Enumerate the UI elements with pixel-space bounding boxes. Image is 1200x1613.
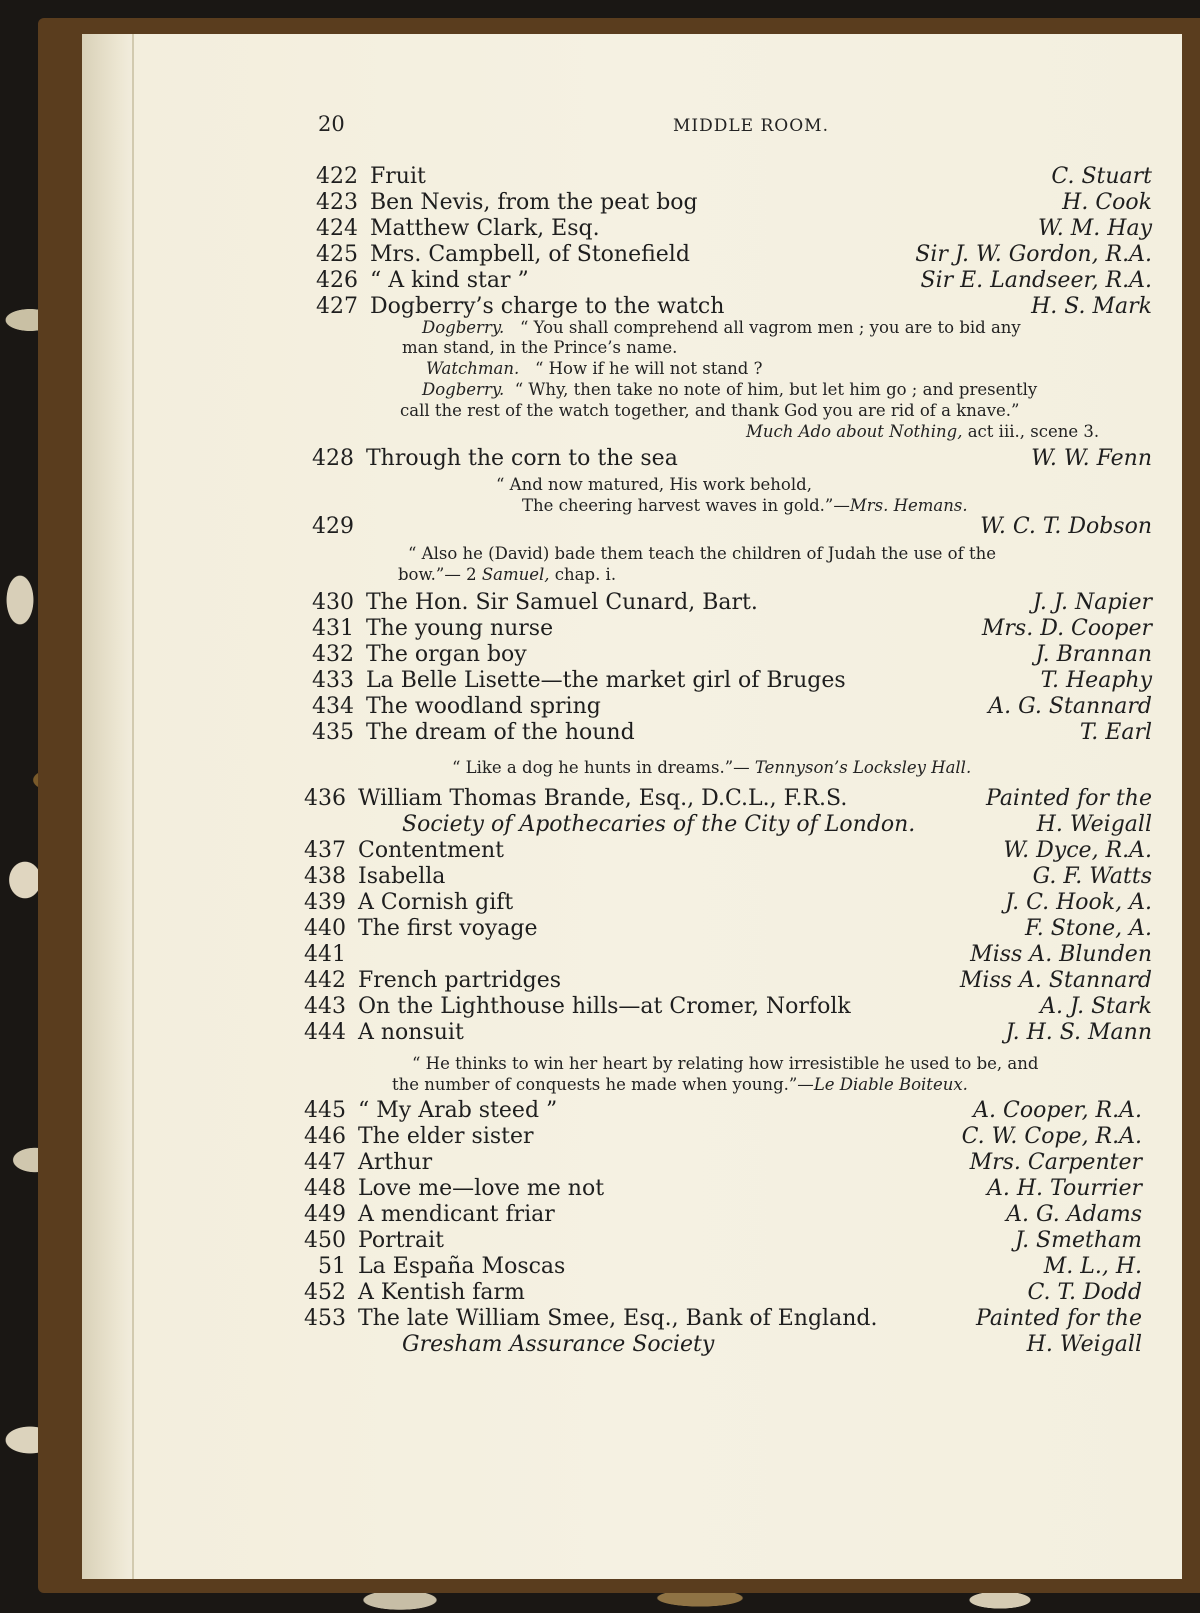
catalogue-entry bbox=[0, 890, 1200, 917]
entry-number: 425 bbox=[316, 242, 358, 267]
entry-title: Portrait bbox=[358, 1228, 445, 1253]
entry-number: 428 bbox=[312, 446, 354, 471]
entry-title: The first voyage bbox=[358, 916, 538, 941]
entry-title: La Belle Lisette—the market girl of Bruges bbox=[366, 668, 846, 693]
entry-artist: A. H. Tourrier bbox=[986, 1176, 1142, 1201]
entry-artist: Sir E. Landseer, R.A. bbox=[920, 268, 1152, 293]
entry-title: A Cornish gift bbox=[358, 890, 514, 915]
entry-number: 448 bbox=[304, 1176, 346, 1201]
quote-427-line3: Watchman. “ How if he will not stand ? bbox=[426, 359, 763, 378]
entry-number: 442 bbox=[304, 968, 346, 993]
catalogue-entry bbox=[0, 216, 1200, 243]
entry-number: 432 bbox=[312, 642, 354, 667]
entry-number: 430 bbox=[312, 590, 354, 615]
entry-title: The Hon. Sir Samuel Cunard, Bart. bbox=[366, 590, 758, 615]
entry-title: Gresham Assurance Society bbox=[402, 1332, 715, 1357]
entry-title: French partridges bbox=[358, 968, 562, 993]
quote-429-line1: “ Also he (David) bade them teach the children of Judah the use of the bbox=[408, 544, 996, 563]
quote-428-line2: The cheering harvest waves in gold.”—Mrs. Hemans. bbox=[522, 496, 968, 515]
quote-427-line2: man stand, in the Prince’s name. bbox=[402, 338, 678, 357]
catalogue-entry bbox=[0, 1150, 1200, 1177]
entry-title: “ A kind star ” bbox=[370, 268, 529, 293]
entry-number: 453 bbox=[304, 1306, 346, 1331]
entry-artist: Painted for the bbox=[976, 1306, 1142, 1331]
entry-artist: A. Cooper, R.A. bbox=[973, 1098, 1142, 1123]
entry-title: The organ boy bbox=[366, 642, 527, 667]
entry-number: 438 bbox=[304, 864, 346, 889]
entry-title: “ My Arab steed ” bbox=[358, 1098, 558, 1123]
entry-artist: A. G. Adams bbox=[1006, 1202, 1142, 1227]
catalogue-entry bbox=[0, 812, 1200, 839]
entry-artist: J. Smetham bbox=[1014, 1228, 1142, 1253]
quote-435: “ Like a dog he hunts in dreams.”— Tennyson’s Locksley Hall. bbox=[452, 758, 972, 777]
catalogue-entry bbox=[0, 190, 1200, 217]
catalogue-entry bbox=[0, 1202, 1200, 1229]
entry-number: 422 bbox=[316, 164, 358, 189]
entry-title: On the Lighthouse hills—at Cromer, Norfolk bbox=[358, 994, 851, 1019]
entry-artist: H. S. Mark bbox=[1031, 294, 1152, 319]
quote-428-line1: “ And now matured, His work behold, bbox=[496, 475, 812, 494]
entry-number: 431 bbox=[312, 616, 354, 641]
entry-artist: C. T. Dodd bbox=[1027, 1280, 1142, 1305]
page-number: 20 bbox=[318, 112, 345, 136]
entry-artist: H. Weigall bbox=[1036, 812, 1152, 837]
catalogue-entry bbox=[0, 164, 1200, 191]
catalogue-entry bbox=[0, 994, 1200, 1021]
entry-artist: Mrs. Carpenter bbox=[969, 1150, 1142, 1175]
quote-427-line4: Dogberry. “ Why, then take no note of him, but let him go ; and presently bbox=[422, 380, 1038, 399]
entry-artist: Miss A. Stannard bbox=[959, 968, 1152, 993]
entry-title: Dogberry’s charge to the watch bbox=[370, 294, 725, 319]
entry-artist: G. F. Watts bbox=[1032, 864, 1152, 889]
entry-title: A mendicant friar bbox=[358, 1202, 555, 1227]
quote-444-line1: “ He thinks to win her heart by relating how irresistible he used to be, and bbox=[412, 1054, 1039, 1073]
entry-title: Matthew Clark, Esq. bbox=[370, 216, 600, 241]
entry-artist: C. Stuart bbox=[1051, 164, 1152, 189]
catalogue-entry bbox=[0, 786, 1200, 813]
catalogue-entry bbox=[0, 864, 1200, 891]
entry-title: Society of Apothecaries of the City of London. bbox=[402, 812, 916, 837]
entry-number: 444 bbox=[304, 1020, 346, 1045]
entry-number: 446 bbox=[304, 1124, 346, 1149]
catalogue-entry bbox=[0, 838, 1200, 865]
page-header bbox=[0, 112, 1200, 142]
catalogue-entry bbox=[0, 590, 1200, 617]
quote-427-line1: Dogberry. “ You shall comprehend all vagrom men ; you are to bid any bbox=[422, 318, 1021, 337]
entry-artist: W. M. Hay bbox=[1038, 216, 1152, 241]
entry-artist: J. H. S. Mann bbox=[1005, 1020, 1152, 1045]
entry-title: Arthur bbox=[358, 1150, 433, 1175]
entry-number: 427 bbox=[316, 294, 358, 319]
entry-number: 437 bbox=[304, 838, 346, 863]
catalogue-entry bbox=[0, 1280, 1200, 1307]
entry-artist: A. J. Stark bbox=[1040, 994, 1152, 1019]
entry-artist: F. Stone, A. bbox=[1024, 916, 1152, 941]
entry-number: 434 bbox=[312, 694, 354, 719]
entry-number: 447 bbox=[304, 1150, 346, 1175]
quote-427-source: Much Ado about Nothing, act iii., scene 3. bbox=[746, 422, 1100, 441]
entry-artist: Sir J. W. Gordon, R.A. bbox=[915, 242, 1152, 267]
entry-number: 429 bbox=[312, 514, 354, 539]
catalogue-entry bbox=[0, 1306, 1200, 1333]
entry-title: A Kentish farm bbox=[358, 1280, 525, 1305]
entry-artist: J. C. Hook, A. bbox=[1004, 890, 1152, 915]
catalogue-entry bbox=[0, 1254, 1200, 1281]
entry-artist: A. G. Stannard bbox=[988, 694, 1152, 719]
catalogue-entry bbox=[0, 446, 1200, 473]
entry-number: 440 bbox=[304, 916, 346, 941]
entry-number: 426 bbox=[316, 268, 358, 293]
catalogue-entry bbox=[0, 242, 1200, 269]
catalogue-entry bbox=[0, 968, 1200, 995]
entry-number: 443 bbox=[304, 994, 346, 1019]
entry-title: The elder sister bbox=[358, 1124, 534, 1149]
entry-title: Ben Nevis, from the peat bog bbox=[370, 190, 698, 215]
entry-number: 423 bbox=[316, 190, 358, 215]
entry-title: Love me—love me not bbox=[358, 1176, 605, 1201]
catalogue-entry bbox=[0, 642, 1200, 669]
catalogue-entry bbox=[0, 694, 1200, 721]
entry-number: 445 bbox=[304, 1098, 346, 1123]
entry-number: 433 bbox=[312, 668, 354, 693]
entry-number: 450 bbox=[304, 1228, 346, 1253]
entry-title: The woodland spring bbox=[366, 694, 601, 719]
catalogue-entry bbox=[0, 1332, 1200, 1359]
entry-artist: H. Weigall bbox=[1026, 1332, 1142, 1357]
entry-title: A nonsuit bbox=[358, 1020, 464, 1045]
entry-artist: W. Dyce, R.A. bbox=[1003, 838, 1152, 863]
quote-427-line5: call the rest of the watch together, and thank God you are rid of a knave.” bbox=[400, 401, 1020, 420]
catalogue-entry bbox=[0, 1124, 1200, 1151]
entry-title: Isabella bbox=[358, 864, 446, 889]
page-title: MIDDLE ROOM. bbox=[673, 116, 829, 136]
catalogue-entry bbox=[0, 1020, 1200, 1047]
quote-429-line2: bow.”— 2 Samuel, chap. i. bbox=[398, 565, 617, 584]
catalogue-entry bbox=[0, 1228, 1200, 1255]
catalogue-entry bbox=[0, 916, 1200, 943]
entry-artist: W. C. T. Dobson bbox=[980, 514, 1152, 539]
entry-title: The dream of the hound bbox=[366, 720, 635, 745]
entry-number: 424 bbox=[316, 216, 358, 241]
catalogue-entry bbox=[0, 668, 1200, 695]
catalogue-entry bbox=[0, 1098, 1200, 1125]
entry-artist: T. Earl bbox=[1079, 720, 1152, 745]
entry-title: Fruit bbox=[370, 164, 426, 189]
catalogue-entry bbox=[0, 942, 1200, 969]
entry-title: Contentment bbox=[358, 838, 505, 863]
entry-title: Mrs. Campbell, of Stonefield bbox=[370, 242, 690, 267]
entry-number: 441 bbox=[304, 942, 346, 967]
entry-artist: J. J. Napier bbox=[1032, 590, 1152, 615]
quote-444-line2: the number of conquests he made when young.”—Le Diable Boiteux. bbox=[392, 1075, 968, 1094]
entry-artist: Miss A. Blunden bbox=[970, 942, 1152, 967]
entry-artist: J. Brannan bbox=[1035, 642, 1152, 667]
catalogue-entry bbox=[0, 514, 1200, 541]
entry-number: 452 bbox=[304, 1280, 346, 1305]
catalogue-entry bbox=[0, 616, 1200, 643]
entry-artist: H. Cook bbox=[1062, 190, 1152, 215]
entry-title: La España Moscas bbox=[358, 1254, 566, 1279]
catalogue-entry bbox=[0, 268, 1200, 295]
entry-number: 436 bbox=[304, 786, 346, 811]
entry-title: The young nurse bbox=[366, 616, 554, 641]
entry-artist: Mrs. D. Cooper bbox=[981, 616, 1152, 641]
entry-number: 439 bbox=[304, 890, 346, 915]
entry-number: 51 bbox=[318, 1254, 346, 1279]
entry-title: The late William Smee, Esq., Bank of England. bbox=[358, 1306, 878, 1331]
entry-title: Through the corn to the sea bbox=[366, 446, 678, 471]
catalogue-entry bbox=[0, 294, 1200, 321]
entry-title: William Thomas Brande, Esq., D.C.L., F.R.S. bbox=[358, 786, 848, 811]
entry-number: 435 bbox=[312, 720, 354, 745]
entry-artist: M. L., H. bbox=[1043, 1254, 1142, 1279]
catalogue-entry bbox=[0, 1176, 1200, 1203]
entry-artist: T. Heaphy bbox=[1040, 668, 1152, 693]
entry-number: 449 bbox=[304, 1202, 346, 1227]
entry-artist: Painted for the bbox=[986, 786, 1152, 811]
entry-artist: C. W. Cope, R.A. bbox=[961, 1124, 1142, 1149]
entry-artist: W. W. Fenn bbox=[1031, 446, 1152, 471]
catalogue-entry bbox=[0, 720, 1200, 747]
